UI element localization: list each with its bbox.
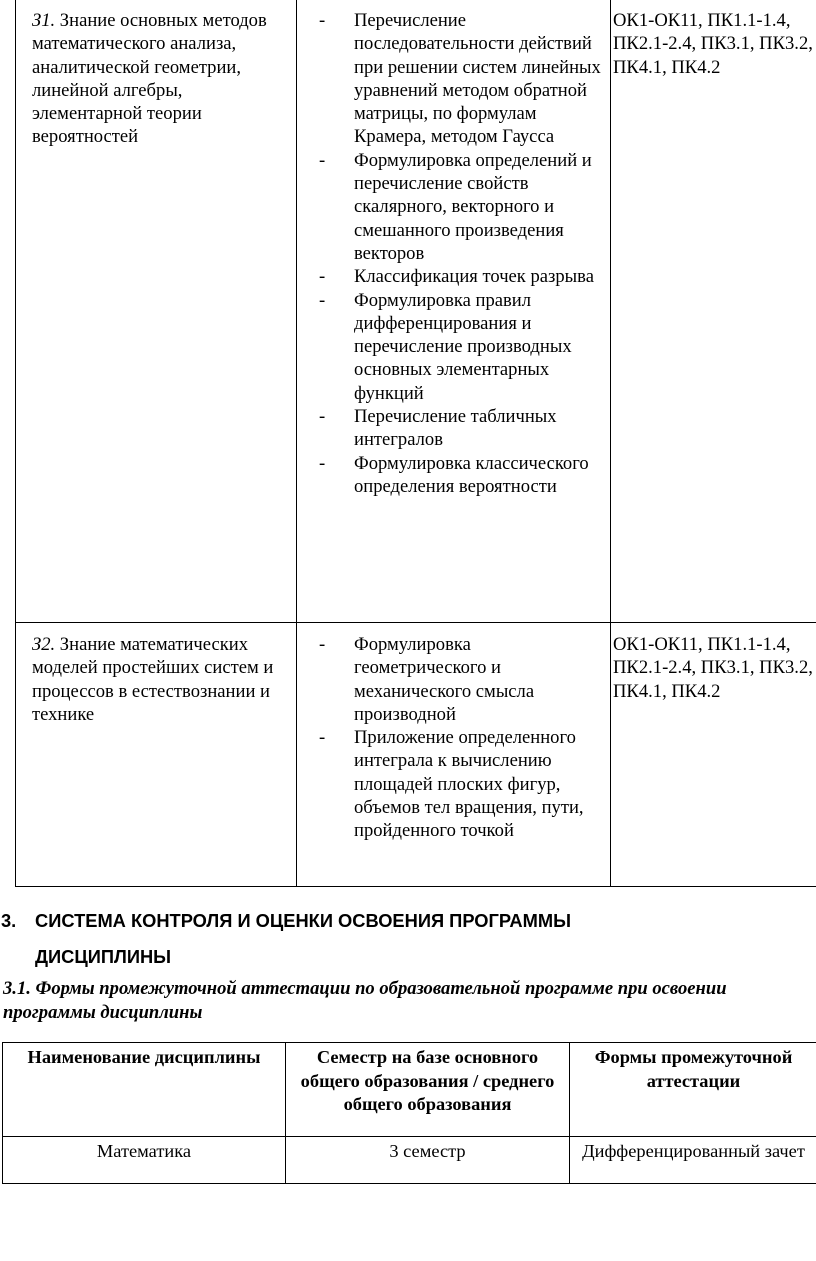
dash-bullet: - xyxy=(319,634,326,655)
list-item xyxy=(297,149,606,265)
column-header-attestation-form: Формы промежуточной аттестации xyxy=(570,1043,816,1137)
list-item xyxy=(297,289,606,405)
indicators-cell xyxy=(297,623,611,887)
dash-bullet: - xyxy=(319,406,326,428)
attestation-table xyxy=(2,1042,816,1184)
indicator-text: Формулировка определений и перечисление свойств скалярного, векторного и смешанного произведения векторов xyxy=(354,149,592,264)
indicator-text: Приложение определенного интеграла к вычислению площадей плоских фигур, объемов тел вращения, пути, пройденного точкой xyxy=(354,727,584,842)
indicators-cell xyxy=(297,0,611,623)
knowledge-cell xyxy=(16,0,297,623)
knowledge-description: Знание математических моделей простейших систем и процессов в естествознании и технике xyxy=(32,634,274,725)
cell-attestation-form: Дифференцированный зачет xyxy=(570,1137,816,1184)
indicator-list xyxy=(297,9,606,498)
dash-bullet: - xyxy=(319,452,326,474)
column-header-semester: Семестр на базе основного общего образования / среднего общего образования xyxy=(286,1043,570,1137)
column-header-discipline: Наименование дисциплины xyxy=(3,1043,286,1137)
dash-bullet: - xyxy=(319,289,326,311)
dash-bullet: - xyxy=(319,149,326,171)
dash-bullet: - xyxy=(319,266,326,288)
competencies-cell: ОК1-ОК11, ПК1.1-1.4, ПК2.1-2.4, ПК3.1, ПК3.2, ПК4.1, ПК4.2 xyxy=(611,0,816,623)
indicator-text: Формулировка геометрического и механического смысла производной xyxy=(354,634,535,725)
competencies-cell: ОК1-ОК11, ПК1.1-1.4, ПК2.1-2.4, ПК3.1, ПК3.2, ПК4.1, ПК4.2 xyxy=(611,623,816,887)
list-item xyxy=(297,9,606,149)
section-number: 3. xyxy=(1,910,17,931)
knowledge-cell xyxy=(16,623,297,887)
table-row xyxy=(16,623,816,887)
competency-table xyxy=(15,0,816,887)
cell-discipline: Математика xyxy=(3,1137,286,1184)
indicator-text: Перечисление табличных интегралов xyxy=(354,406,557,451)
list-item xyxy=(297,265,606,288)
dash-bullet: - xyxy=(319,10,326,31)
subsection-heading: 3.1. Формы промежуточной аттестации по образовательной программе при освоении программы дисциплины xyxy=(3,978,727,1023)
indicator-text: Перечисление последовательности действий при решении систем линейных уравнений методом обратной матрицы, по формулам Крамера, методом Гаусса xyxy=(354,10,601,148)
list-item xyxy=(297,452,606,499)
indicator-text: Формулировка классического определения вероятности xyxy=(354,452,589,497)
indicator-text: Классификация точек разрыва xyxy=(354,266,594,288)
section-heading xyxy=(0,903,800,975)
knowledge-description: Знание основных методов математического анализа, аналитической геометрии, линейной алгебры, элементарной теории вероятностей xyxy=(32,10,267,148)
dash-bullet: - xyxy=(319,727,326,749)
table-header-row xyxy=(3,1043,816,1137)
knowledge-code: З1. xyxy=(32,10,56,31)
table-row xyxy=(3,1137,816,1184)
table-row xyxy=(16,0,816,623)
indicator-list xyxy=(297,633,606,843)
list-item xyxy=(297,405,606,452)
indicator-text: Формулировка правил дифференцирования и перечисление производных основных элементарных функций xyxy=(354,289,572,404)
section-title: СИСТЕМА КОНТРОЛЯ И ОЦЕНКИ ОСВОЕНИЯ ПРОГРАММЫ ДИСЦИПЛИНЫ xyxy=(35,910,571,967)
knowledge-code: З2. xyxy=(32,634,56,655)
list-item xyxy=(297,633,606,726)
list-item xyxy=(297,726,606,842)
cell-semester: 3 семестр xyxy=(286,1137,570,1184)
